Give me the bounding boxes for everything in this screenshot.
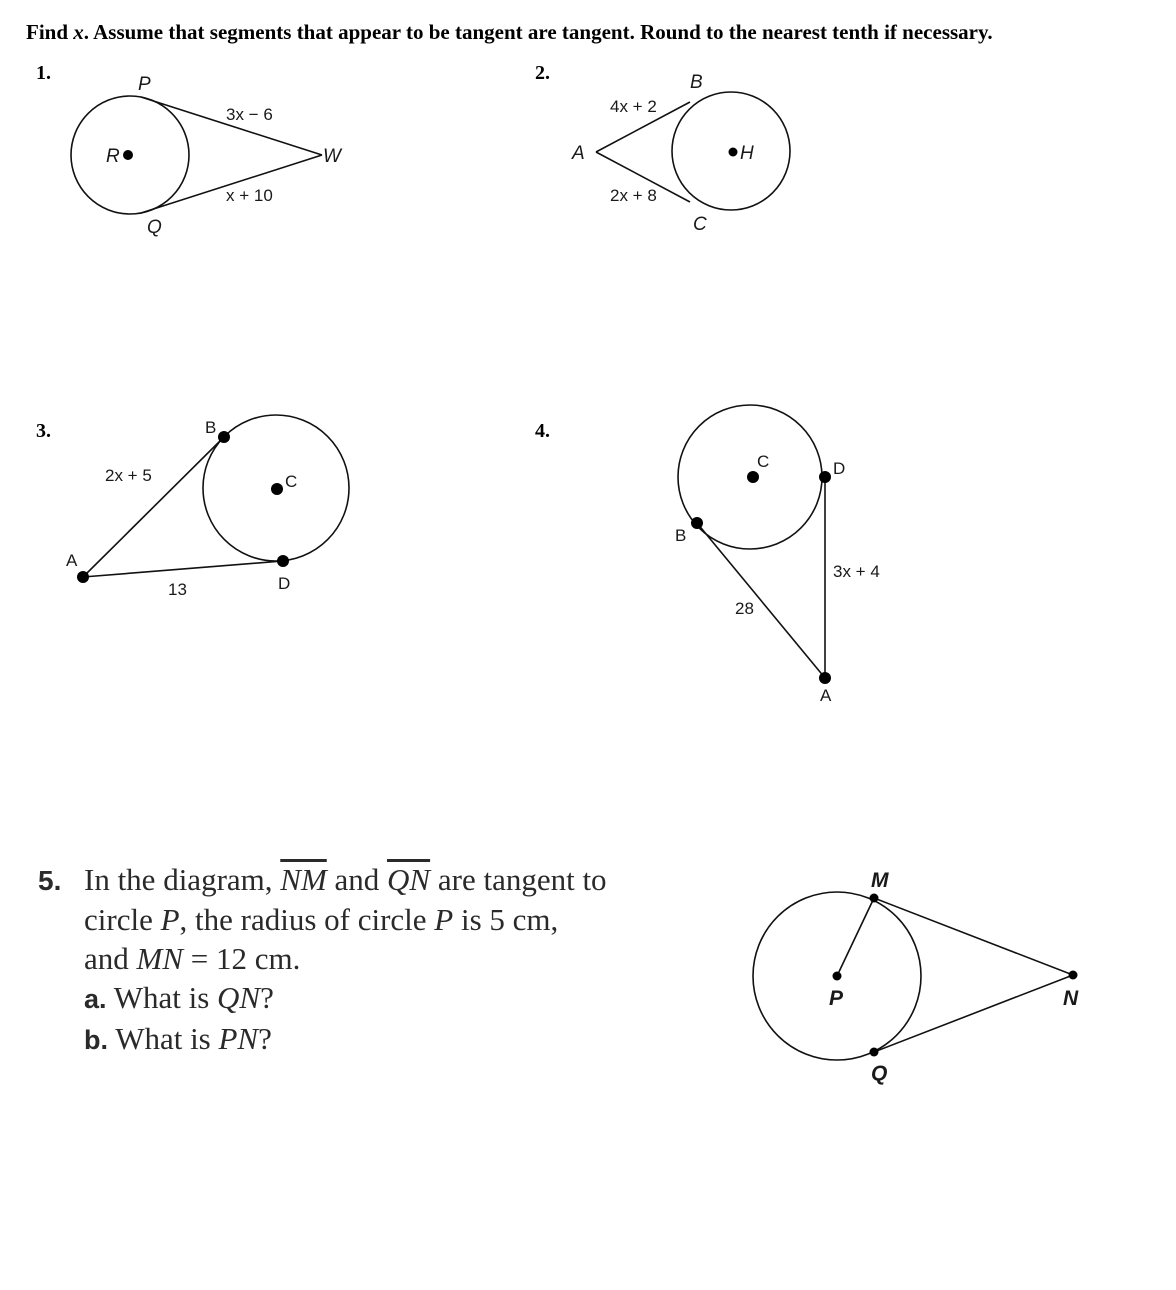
question-a-label: a. xyxy=(84,984,107,1014)
label-x-plus-10: x + 10 xyxy=(226,186,273,205)
segment-qn: $\overline{QN}$ xyxy=(387,862,431,897)
segment-nm: $\overline{NM}$ xyxy=(280,862,327,897)
tangent-qn xyxy=(874,975,1073,1052)
question-a-text: What is xyxy=(106,980,218,1015)
problem-5-text-2: and xyxy=(326,862,388,897)
point-q-dot xyxy=(870,1048,879,1057)
label-p: P xyxy=(829,987,844,1010)
label-q: Q xyxy=(147,217,162,238)
point-m-dot xyxy=(870,894,879,903)
label-r: R xyxy=(106,146,120,167)
point-n-dot xyxy=(1069,971,1078,980)
label-2x-plus-8: 2x + 8 xyxy=(610,186,657,205)
label-n: N xyxy=(1063,987,1079,1010)
line-2-var-p: P xyxy=(160,902,180,937)
question-a-var: QN xyxy=(217,980,261,1015)
instructions-variable: x xyxy=(73,20,84,44)
instructions-text-1: Find xyxy=(26,20,74,44)
label-3x-minus-6: 3x − 6 xyxy=(226,105,273,124)
label-c: C xyxy=(757,452,770,471)
label-b: B xyxy=(690,72,703,93)
problem-5-text-1: In the diagram, xyxy=(84,862,281,897)
problem-1-number: 1. xyxy=(36,62,51,84)
line-3-text-b: = 12 cm. xyxy=(183,941,301,976)
line-3-var-mn: MN xyxy=(136,941,184,976)
label-q: Q xyxy=(871,1062,888,1085)
line-2-text-c: is 5 cm, xyxy=(453,902,559,937)
problem-5-number: 5. xyxy=(38,865,62,896)
question-b-text: What is xyxy=(108,1021,219,1056)
line-2-text-b: , the radius of circle xyxy=(179,902,435,937)
label-28: 28 xyxy=(735,599,754,618)
label-a: A xyxy=(820,686,832,705)
label-a: A xyxy=(66,551,78,570)
problem-2-number: 2. xyxy=(535,62,550,84)
question-b-label: b. xyxy=(84,1025,108,1055)
center-p-dot xyxy=(833,972,842,981)
line-2-text-a: circle xyxy=(84,902,161,937)
line-3-text-a: and xyxy=(84,941,137,976)
label-b: B xyxy=(205,418,217,437)
problem-3-number: 3. xyxy=(36,420,51,442)
label-d: D xyxy=(278,574,291,593)
label-m: M xyxy=(871,869,889,892)
label-p: P xyxy=(138,74,151,95)
label-a: A xyxy=(572,143,585,164)
label-w: W xyxy=(323,146,341,167)
line-2-var-p2: P xyxy=(434,902,454,937)
label-3x-plus-4: 3x + 4 xyxy=(833,562,880,581)
problem-4-number: 4. xyxy=(535,420,550,442)
label-c: C xyxy=(285,472,298,491)
label-h: H xyxy=(740,143,754,164)
question-b-end: ? xyxy=(258,1021,272,1056)
label-4x-plus-2: 4x + 2 xyxy=(610,97,657,116)
problem-5-text-3: are tangent to xyxy=(430,862,607,897)
question-b-var: PN xyxy=(218,1021,259,1056)
label-2x-plus-5: 2x + 5 xyxy=(105,466,152,485)
label-b: B xyxy=(675,526,687,545)
label-13: 13 xyxy=(168,580,187,599)
label-c: C xyxy=(693,214,707,235)
label-d: D xyxy=(833,459,846,478)
tangent-mn xyxy=(874,898,1073,975)
instructions-text-2: . Assume that segments that appear to be tangent are tangent. Round to the nearest tenth if necessary. xyxy=(83,20,993,44)
radius-pm xyxy=(837,898,874,976)
question-a-end: ? xyxy=(260,980,274,1015)
